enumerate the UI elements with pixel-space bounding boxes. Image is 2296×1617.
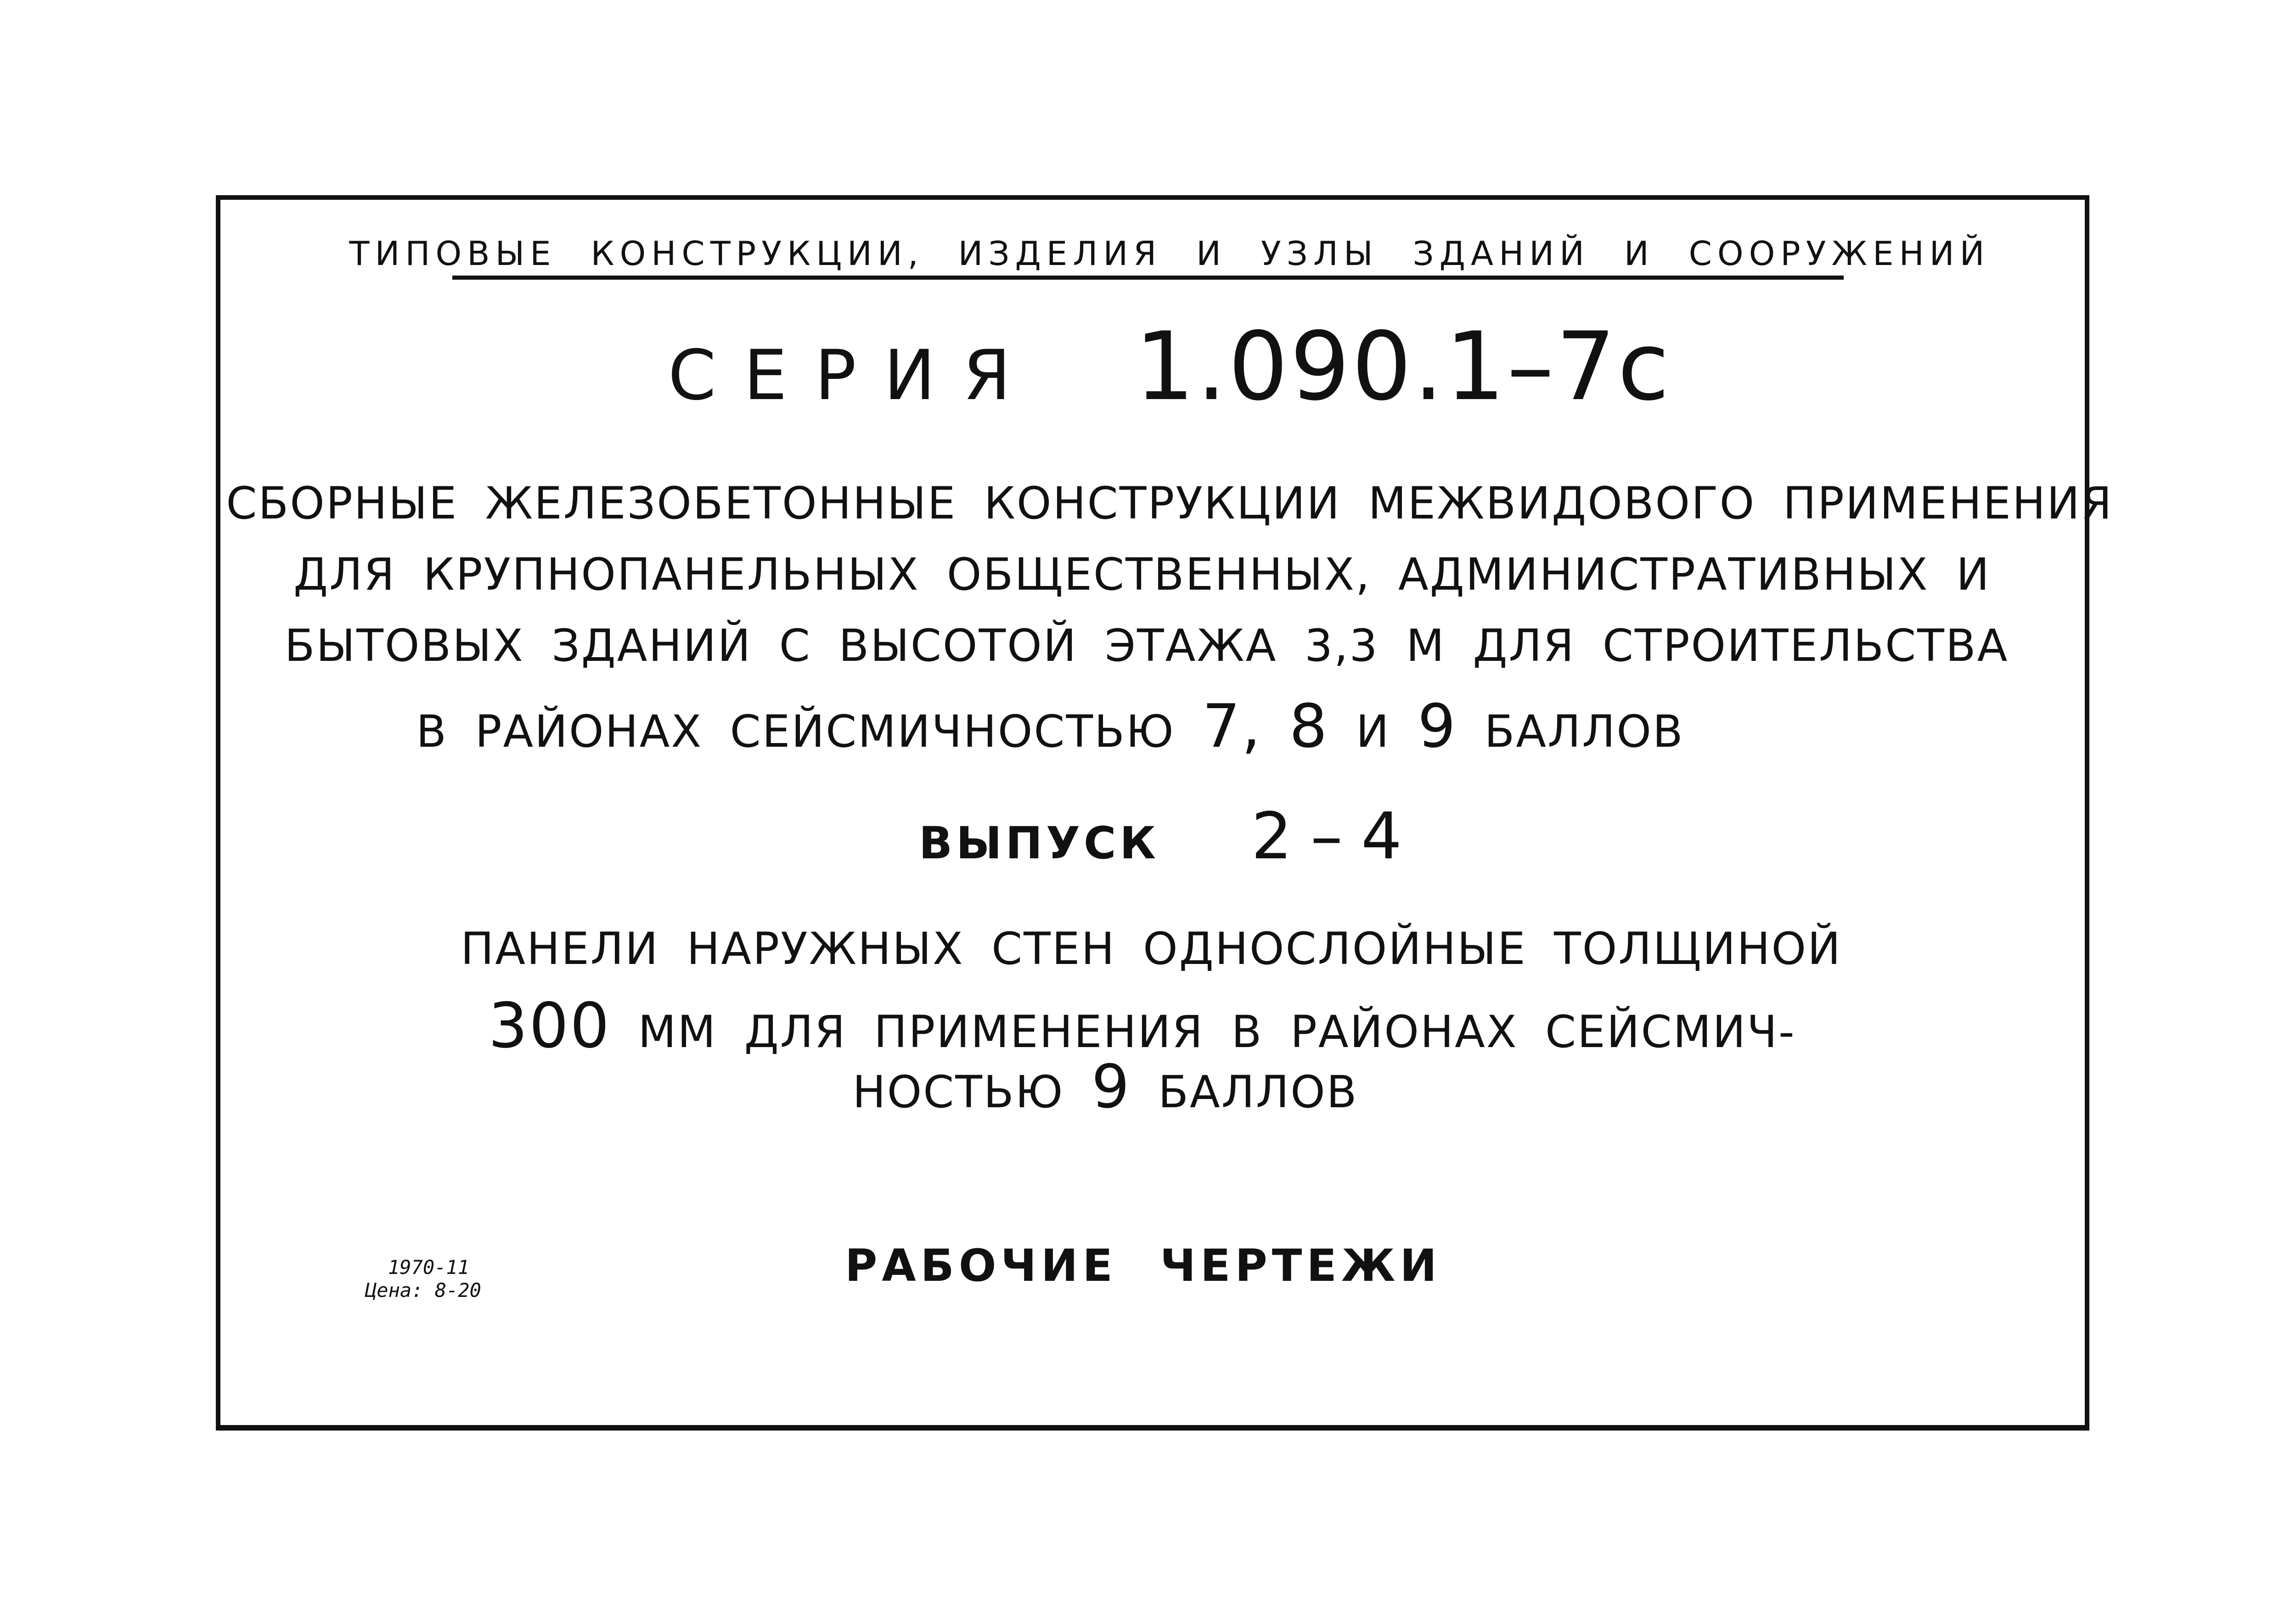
subtitle-line-3-suffix: БАЛЛОВ <box>1158 1066 1358 1118</box>
title-line-4-and: И <box>1356 706 1390 757</box>
series-number: 1.090.1–7с <box>1135 312 1671 422</box>
issue-row <box>0 799 2296 874</box>
title-line-4-num1: 7, <box>1202 691 1262 761</box>
price-stamp <box>365 1256 481 1302</box>
issue-label: ВЫПУСК <box>918 817 1159 869</box>
title-line-4-num2: 8 <box>1289 691 1329 761</box>
subtitle-line-1: ПАНЕЛИ НАРУЖНЫХ СТЕН ОДНОСЛОЙНЫЕ ТОЛЩИНОЙ <box>461 923 1842 975</box>
series-label: СЕРИЯ <box>668 336 1039 416</box>
title-line-4-prefix: В РАЙОНАХ СЕЙСМИЧНОСТЬЮ <box>416 706 1175 757</box>
subtitle-line-3 <box>0 1052 2275 1121</box>
title-line-4-suffix: БАЛЛОВ <box>1484 706 1684 757</box>
subtitle-line-2-num: 300 <box>488 990 611 1062</box>
issue-number: 2–4 <box>1251 799 1421 874</box>
working-drawings-label: РАБОЧИЕ ЧЕРТЕЖИ <box>845 1240 1441 1291</box>
header-title: ТИПОВЫЕ КОНСТРУКЦИИ, ИЗДЕЛИЯ И УЗЛЫ ЗДАНИЙ И СООРУЖЕНИЙ <box>349 234 1990 273</box>
title-line-4-num3: 9 <box>1418 691 1457 761</box>
title-line-4 <box>0 691 2220 761</box>
title-line-2: ДЛЯ КРУПНОПАНЕЛЬНЫХ ОБЩЕСТВЕННЫХ, АДМИНИСТРАТИВНЫХ И <box>293 549 1991 600</box>
stamp-price: Цена: 8-20 <box>365 1279 481 1301</box>
stamp-code: 1970-11 <box>388 1256 470 1279</box>
subtitle-line-3-num: 9 <box>1091 1052 1131 1121</box>
subtitle-line-2-text: ММ ДЛЯ ПРИМЕНЕНИЯ В РАЙОНАХ СЕЙСМИЧ- <box>638 1006 1796 1058</box>
title-line-3: БЫТОВЫХ ЗДАНИЙ С ВЫСОТОЙ ЭТАЖА 3,3 М ДЛЯ СТРОИТЕЛЬСТВА <box>284 620 2009 671</box>
title-line-1: СБОРНЫЕ ЖЕЛЕЗОБЕТОННЫЕ КОНСТРУКЦИИ МЕЖВИДОВОГО ПРИМЕНЕНИЯ <box>226 478 2113 529</box>
series-row <box>0 312 2296 422</box>
subtitle-line-2 <box>0 990 2296 1062</box>
header-underline <box>452 276 1844 280</box>
subtitle-line-3-prefix: НОСТЬЮ <box>852 1066 1064 1118</box>
